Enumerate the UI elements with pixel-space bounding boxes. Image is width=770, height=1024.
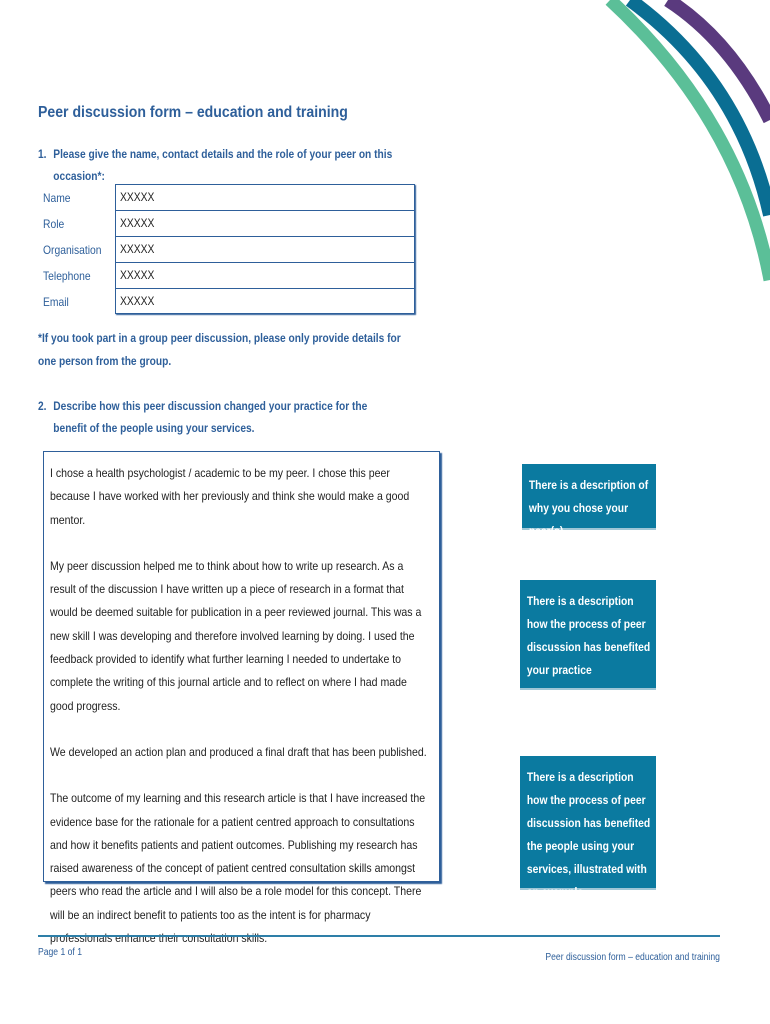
- footer-doc-title: Peer discussion form – education and training: [545, 952, 720, 963]
- callout-why-peer: [522, 464, 656, 538]
- name-value: XXXXX: [120, 190, 155, 204]
- question-2: [38, 395, 412, 439]
- role-field[interactable]: [116, 211, 414, 237]
- answer-box[interactable]: [43, 451, 440, 946]
- callout-text: There is a description how the process of peer discussion has benefited the people using your services, illustrated with an example: [526, 770, 651, 899]
- question-1-text: Please give the name, contact details and the role of your peer on this occasion*:: [53, 147, 393, 183]
- callout-benefit-practice: [520, 580, 656, 688]
- question-1: [38, 143, 421, 183]
- page-title: Peer discussion form – education and training: [38, 104, 348, 121]
- answer-text: [50, 462, 428, 973]
- answer-paragraph: My peer discussion helped me to think about how to write up research. As a result of the discussion I have written up a piece of research in a format that would be deemed suitable for publication in a peer reviewed journal. This was a new skill I was developing and therefore involved learning by doing. I used the feedback provided to identify what further learning I needed to undertake to complete the writing of this journal article and to reflect on where I had made good progress.: [50, 558, 422, 713]
- name-label: Name: [43, 191, 71, 205]
- peer-details-labels: [43, 185, 113, 315]
- telephone-label: Telephone: [43, 269, 91, 283]
- question-2-text: Describe how this peer discussion changed your practice for the benefit of the people using your services.: [53, 399, 368, 435]
- callout-benefit-people: [520, 756, 656, 899]
- organisation-label: Organisation: [43, 243, 102, 257]
- group-note: *If you took part in a group peer discussion, please only provide details for one person from the group.: [38, 331, 401, 368]
- answer-paragraph: We developed an action plan and produced a final draft that has been published.: [50, 744, 427, 759]
- email-field[interactable]: [116, 289, 414, 314]
- footer-divider: [38, 935, 720, 937]
- email-value: XXXXX: [120, 294, 155, 308]
- organisation-value: XXXXX: [120, 242, 155, 256]
- role-value: XXXXX: [120, 216, 155, 230]
- peer-details-box: [115, 184, 415, 314]
- name-field[interactable]: [116, 185, 414, 211]
- page-number: Page 1 of 1: [38, 947, 82, 958]
- organisation-field[interactable]: [116, 237, 414, 263]
- question-2-number: 2.: [38, 399, 47, 413]
- email-label: Email: [43, 295, 69, 309]
- answer-paragraph: I chose a health psychologist / academic to be my peer. I chose this peer because I have worked with her previously and think she would make a good mentor.: [50, 466, 410, 527]
- telephone-field[interactable]: [116, 263, 414, 289]
- callout-text: There is a description of why you chose your peer(s): [528, 478, 649, 538]
- telephone-value: XXXXX: [120, 268, 155, 282]
- callout-text: There is a description how the process of peer discussion has benefited your practice: [526, 594, 651, 677]
- role-label: Role: [43, 217, 65, 231]
- question-1-number: 1.: [38, 147, 47, 161]
- answer-paragraph: The outcome of my learning and this research article is that I have increased the evidence base for the rationale for a patient centred approach to consultations and how it benefits patients and patient outcomes. Publishing my research has raised awareness of the concept of patient centred consultation skills amongst peers who read the article and I will also be a role model for this concept. There will be an indirect benefit to patients too as the intent is for pharmacy professionals enhance their consultation skills.: [50, 791, 426, 946]
